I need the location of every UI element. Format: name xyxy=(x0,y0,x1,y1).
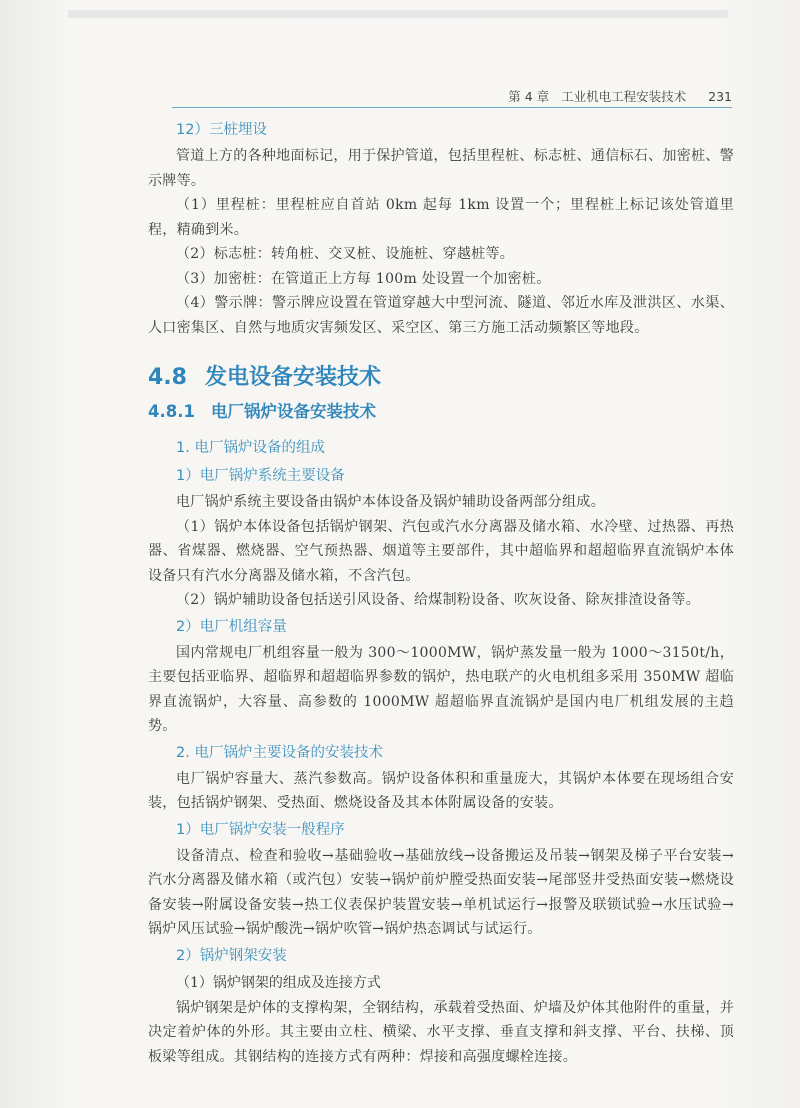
header-chapter: 第 4 章 xyxy=(508,89,550,104)
list-item: （1）锅炉本体设备包括锅炉钢架、汽包或汽水分离器及储水箱、水冷壁、过热器、再热器、省煤器、燃烧器、空气预热器、烟道等主要部件，其中超临界和超超临界直流锅炉本体设备只有汽水分离器及储水箱，不含汽包。 xyxy=(148,518,734,584)
paragraph: 电厂锅炉系统主要设备由锅炉本体设备及锅炉辅助设备两部分组成。 xyxy=(176,494,605,510)
list-item: （2）锅炉辅助设备包括送引风设备、给煤制粉设备、吹灰设备、除灰排渣设备等。 xyxy=(176,592,701,608)
section-title: 发电设备安装技术 xyxy=(204,365,381,390)
paragraph: 设备清点、检查和验收→基础验收→基础放线→设备搬运及吊装→钢架及梯子平台安装→汽水分离器及储水箱（或汽包）安装→锅炉前炉膛受热面安装→尾部竖井受热面安装→燃烧设备安装→附属设备安装→热工仪表保护装置安装→单机试运行→报警及联锁试验→水压试验→锅炉风压试验→锅炉酸洗→锅炉吹管→锅炉热态调试与试运行。 xyxy=(148,847,734,937)
paragraph: 电厂锅炉容量大、蒸汽参数高。锅炉设备体积和重量庞大，其锅炉本体要在现场组合安装，包括锅炉钢架、受热面、燃烧设备及其本体附属设备的安装。 xyxy=(148,770,734,811)
list-item: （1）里程桩：里程桩应自首站 0km 起每 1km 设置一个；里程桩上标记该处管道里程，精确到米。 xyxy=(148,197,734,238)
paragraph: 国内常规电厂机组容量一般为 300～1000MW，锅炉蒸发量一般为 1000～3150t/h，主要包括亚临界、超临界和超超临界参数的锅炉，热电联产的火电机组多采用 350MW 超临界直流锅炉，大容量、高参数的 1000MW 超超临界直流锅炉是国内电厂机组发展的主趋势。 xyxy=(148,644,734,734)
list-item: （2）标志桩：转角桩、交叉桩、设施桩、穿越桩等。 xyxy=(176,246,515,262)
heading-steel-frame: 2）锅炉钢架安装 xyxy=(176,947,287,964)
list-item: （4）警示牌：警示牌应设置在管道穿越大中型河流、隧道、邻近水库及泄洪区、水渠、人口密集区、自然与地质灾害频发区、采空区、第三方施工活动频繁区等地段。 xyxy=(148,295,734,336)
subsection-heading-4-8-1 xyxy=(148,398,734,426)
section-heading-4-8 xyxy=(148,362,734,394)
page-number: 231 xyxy=(708,89,732,104)
header-right xyxy=(508,87,732,105)
heading-main-equipment: 1）电厂锅炉系统主要设备 xyxy=(176,468,345,484)
header-chapter-title: 工业机电工程安装技术 xyxy=(561,89,687,104)
list-item-heading: （1）锅炉钢架的组成及连接方式 xyxy=(176,974,381,991)
running-header xyxy=(172,84,732,108)
heading-boiler-composition: 1. 电厂锅炉设备的组成 xyxy=(176,440,325,456)
paragraph: 锅炉钢架是炉体的支撑构架，全钢结构，承载着受热面、炉墙及炉体其他附件的重量，并决定着炉体的外形。其主要由立柱、横梁、水平支撑、垂直支撑和斜支撑、平台、扶梯、顶板梁等组成。其钢结构的连接方式有两种：焊接和高强度螺栓连接。 xyxy=(148,999,734,1065)
heading-installation-tech: 2. 电厂锅炉主要设备的安装技术 xyxy=(176,744,383,761)
heading-unit-capacity: 2）电厂机组容量 xyxy=(176,618,287,635)
section-number: 4.8 xyxy=(148,365,187,390)
page-body xyxy=(148,112,734,1069)
top-scan-band xyxy=(68,10,728,18)
heading-three-piles: 12）三桩埋设 xyxy=(176,122,267,138)
list-item: （3）加密桩：在管道正上方每 100m 处设置一个加密桩。 xyxy=(176,270,551,287)
heading-general-procedure: 1）电厂锅炉安装一般程序 xyxy=(176,821,345,838)
subsection-title: 电厂锅炉设备安装技术 xyxy=(210,402,376,421)
subsection-number: 4.8.1 xyxy=(148,402,195,421)
paragraph: 管道上方的各种地面标记，用于保护管道，包括里程桩、标志桩、通信标石、加密桩、警示牌等。 xyxy=(148,148,734,189)
header-rule xyxy=(172,107,732,108)
